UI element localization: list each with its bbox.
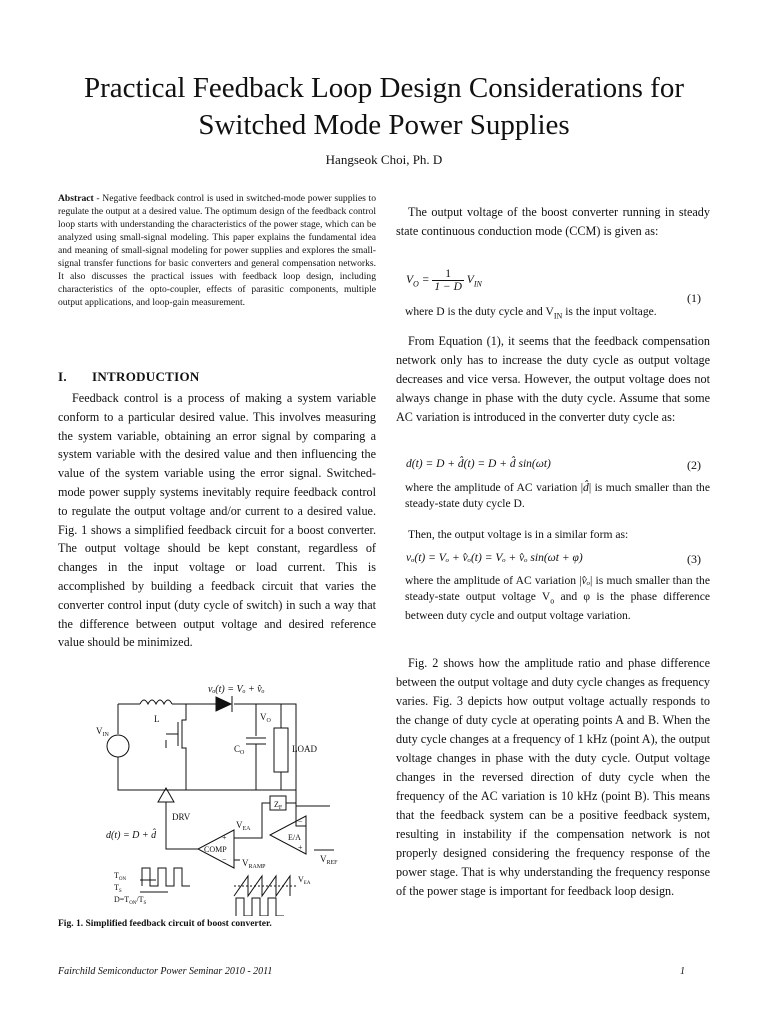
inductor-label: L <box>154 714 160 724</box>
equation-1: $V_O$ = $\frac{1}{1 - D}$ $V_{IN}$ <box>406 268 482 293</box>
ea-plus: + <box>298 843 303 852</box>
vramp-label: $V_{RAMP}$ <box>242 858 266 870</box>
paper-title <box>40 70 728 144</box>
ton-label: $T_{ON}$ <box>114 871 127 882</box>
source-symbol <box>107 735 129 757</box>
vea-label: $V_{EA}$ <box>236 820 251 832</box>
drv-label: DRV <box>172 812 191 822</box>
load-label: LOAD <box>292 744 317 754</box>
vo-label: $V_O$ <box>260 712 271 724</box>
duty-ratio-label: $D=T_{ON}/T_S$ <box>114 895 147 906</box>
vin-label: $V_{IN}$ <box>96 726 109 738</box>
equation-2: d(t) = D + d̂(t) = D + d̂ sin(ωt) <box>406 458 551 470</box>
ea-minus: − <box>298 817 303 826</box>
abstract <box>58 192 376 309</box>
pwm-waveform <box>142 868 190 886</box>
comp-minus: − <box>222 855 227 864</box>
footer-text: Fairchild Semiconductor Power Seminar 2010 - 2011 <box>58 966 273 977</box>
intro-paragraph: Feedback control is a process of making a system variable conform to a particular desired value. This involves measuring the system variable, obtaining an error signal by comparing a system variable with the desired value and then influencing the value of the system variable using the error signal. Switched-mode power supply systems inevitably require feedback control to regulate the output voltage and/or current to a desired value. Fig. 1 shows a simplified feedback circuit for a boost converter. The output voltage should be kept constant, regardless of changes in the input voltage or load current. This is accomplished by building a feedback circuit that varies the converter control input (duty cycle of switch) in such a way that the difference between output voltage and desired reference value should be minimized. <box>58 391 376 650</box>
section-title: INTRODUCTION <box>92 369 200 384</box>
comp-label: COMP <box>204 845 227 854</box>
right-paragraph-4: where the amplitude of AC variation |d̂| is much smaller than the steady-state duty cycle D. <box>405 481 710 510</box>
abstract-text: - Negative feedback control is used in switched-mode power supplies to regulate the output at a desired value. The optimum design of the feedback control loop starts with understanding the characteristics of the power stage, which can be analyzed using small-signal modeling. This paper explains the fundamental idea and meaning of small-signal modeling for power supplies and explores the small-signal transfer functions for basic converters and general compensation networks. It also discusses the practical issues with feedback loop design, including characteristics of the opto-coupler, effects of parasitic components, multiple output applications, and loop-gain measurement. <box>58 193 376 308</box>
zf-label: $Z_F$ <box>274 800 283 811</box>
right-paragraph-5: Then, the output voltage is in a similar form as: <box>408 528 629 541</box>
right-paragraph-7: Fig. 2 shows how the amplitude ratio and phase difference between the output voltage and duty cycle changes as frequency varies. Fig. 3 depicts how output voltage actually responds to the change of duty cycle at operating points A and B. When the duty cycle changes at a frequency of 1 kHz (point A), the output voltage changes in phase with the duty cycle. Output voltage changes in the reversed direction of duty cycle when the frequency of the AC variation is 10 kHz (point B). This means that the feedback system can be a positive feedback system, resulting in instability if the compensation network is not properly designed considering the frequency response of the power stage. That is why understanding the frequency response of the power stage is important for feedback loop design. <box>396 656 710 898</box>
vea-ramp-label: $V_{EA}$ <box>298 875 311 886</box>
pwm-waveform-2 <box>236 898 284 916</box>
right-paragraph-2: where D is the duty cycle and $V_{IN}$ is the input voltage. <box>405 305 657 321</box>
right-paragraph-1: The output voltage of the boost converter running in steady state continuous conduction mode (CCM) is given as: <box>396 205 710 238</box>
equation-3: vₒ(t) = Vₒ + v̂ₒ(t) = Vₒ + v̂ₒ sin(ωt + φ) <box>406 552 583 564</box>
title-line-1: Practical Feedback Loop Design Considerations for <box>84 72 684 104</box>
load-resistor <box>274 728 288 772</box>
co-label: $C_O$ <box>234 744 245 756</box>
section-heading-introduction <box>58 369 200 385</box>
author: Hangseok Choi, Ph. D <box>325 152 443 167</box>
page-number: 1 <box>680 966 685 977</box>
equation-2-number: (2) <box>687 458 701 472</box>
duty-equation-label: d(t) = D + d̂ <box>106 830 157 841</box>
ea-label: E/A <box>288 833 301 842</box>
comp-plus: + <box>222 833 227 842</box>
figure-1-circuit <box>58 680 376 916</box>
equation-3-number: (3) <box>687 552 701 566</box>
ts-label: $T_S$ <box>114 883 122 894</box>
inductor-symbol <box>140 700 172 704</box>
vo-equation-label: vₒ(t) = Vₒ + v̂ₒ <box>208 684 265 695</box>
title-line-2: Switched Mode Power Supplies <box>198 109 570 141</box>
diode-symbol <box>216 697 231 711</box>
vref-label: $V_{REF}$ <box>320 854 338 866</box>
abstract-label: Abstract <box>58 193 94 204</box>
section-number: I. <box>58 369 67 384</box>
right-paragraph-6: where the amplitude of AC variation |v̂ₒ| is much smaller than the steady-state output voltage $V_o$ and φ is the phase difference between duty cycle and output voltage variation. <box>405 574 710 623</box>
figure-1-caption: Fig. 1. Simplified feedback circuit of boost converter. <box>58 919 272 929</box>
equation-1-number: (1) <box>687 291 701 305</box>
right-paragraph-3: From Equation (1), it seems that the feedback compensation network only has to increase the duty cycle as output voltage decreases and vice versa. However, the output voltage does not always change in phase with the duty cycle. Assume that some AC variation is introduced in the converter duty cycle as: <box>396 334 710 424</box>
